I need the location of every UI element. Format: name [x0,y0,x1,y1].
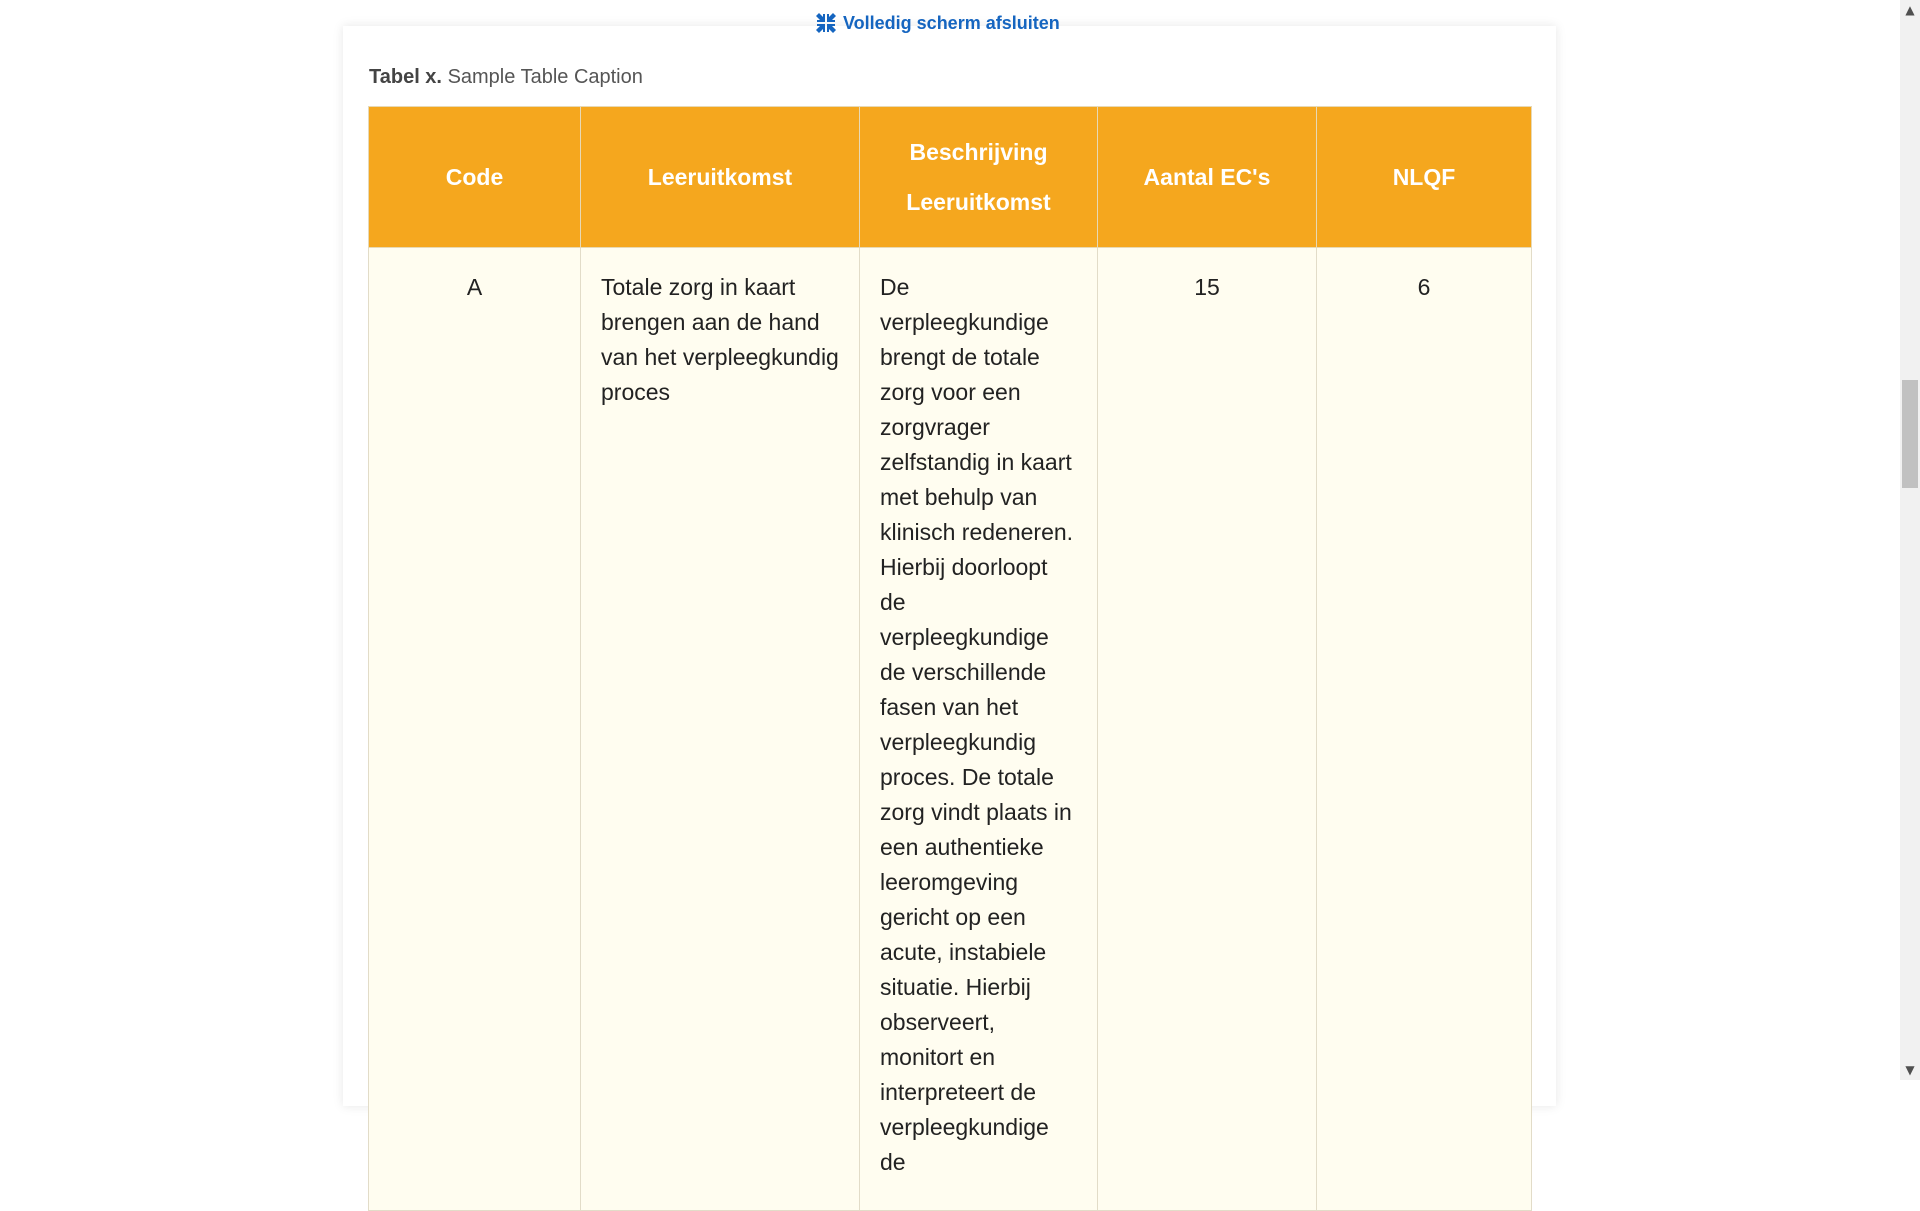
exit-fullscreen-label: Volledig scherm afsluiten [843,12,1060,33]
table-header-row [369,107,1532,248]
cell-leeruitkomst: Totale zorg in kaart brengen aan de hand van het verpleegkundig proces [581,248,860,1211]
cell-nlqf: 6 [1317,248,1532,1211]
column-header-code: Code [369,107,581,248]
vertical-scrollbar[interactable] [1900,0,1920,1080]
column-header-nlqf: NLQF [1317,107,1532,248]
cell-aantal-ec: 15 [1098,248,1317,1211]
column-header-beschrijving: Beschrijving Leeruitkomst [860,107,1098,248]
table-row [369,248,1532,1211]
scroll-down-icon[interactable]: ▼ [1905,1063,1915,1077]
cell-code: A [369,248,581,1211]
table-caption [369,66,643,89]
column-header-leeruitkomst: Leeruitkomst [581,107,860,248]
scroll-up-icon[interactable]: ▲ [1905,3,1915,17]
column-header-aantal-ec: Aantal EC's [1098,107,1317,248]
cell-beschrijving: De verpleegkundige brengt de totale zorg voor een zorgvrager zelfstandig in kaart met behulp van klinisch redeneren. Hierbij doorloopt de verpleegkundige de verschillende fasen van het verpleegkundig proces. De totale zorg vindt plaats in een authentieke leeromgeving gericht op een acute, instabiele situatie. Hierbij observeert, monitort en interpreteert de verpleegkundige de [860,248,1098,1211]
caption-label: Tabel x. [369,66,442,88]
caption-text: Sample Table Caption [447,66,643,88]
scrollbar-thumb[interactable] [1902,380,1918,488]
exit-fullscreen-icon [815,12,837,34]
learning-outcomes-table [368,106,1532,1211]
exit-fullscreen-button[interactable] [815,12,1060,34]
